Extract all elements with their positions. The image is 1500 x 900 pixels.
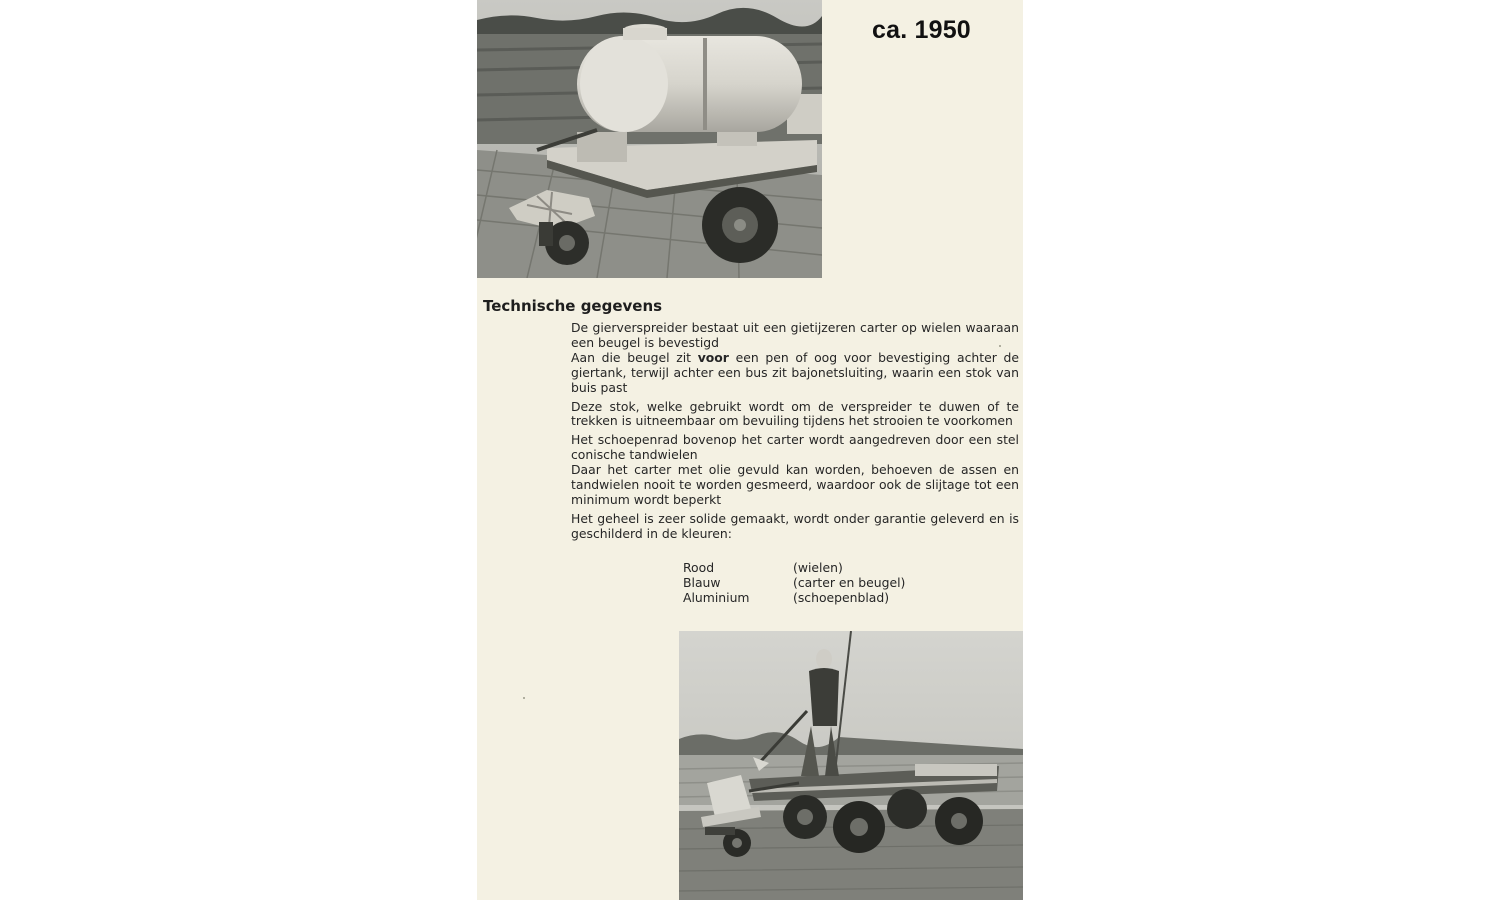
brochure-page	[477, 0, 1023, 900]
color-list	[683, 560, 905, 605]
color-part: (schoepenblad)	[793, 590, 890, 605]
section-heading: Technische gegevens	[483, 297, 663, 315]
photo-tank-trailer-with-spreader	[477, 0, 822, 278]
paragraph-text: een pen of oog voor bevestiging achter de giertank, terwijl achter een bus zit bajonetsluiting, waarin een stok van buis past	[571, 349, 1019, 395]
paragraph: Deze stok, welke gebruikt wordt om de verspreider te duwen of te trekken is uitneembaar om bevuiling tijdens het strooien te voorkomen	[571, 398, 1019, 429]
paragraph-text: Aan die beugel zit	[571, 349, 698, 365]
paper-speck	[523, 697, 525, 699]
paper-speck	[999, 345, 1001, 347]
color-name: Aluminium	[683, 590, 750, 605]
color-row	[683, 575, 905, 590]
year-badge: ca. 1950	[872, 16, 971, 44]
paragraph: Het geheel is zeer solide gemaakt, wordt onder garantie geleverd en is geschilderd in de kleuren:	[571, 510, 1019, 541]
emphasis-voor: voor	[697, 349, 729, 365]
color-name: Blauw	[683, 575, 721, 590]
paragraph: Het schoepenrad bovenop het carter wordt aangedreven door een stel conische tandwielen	[571, 432, 1019, 463]
color-part: (carter en beugel)	[793, 575, 906, 590]
color-name: Rood	[683, 560, 715, 575]
paragraph	[571, 351, 1019, 396]
photo-man-on-wagon-with-spreader	[679, 631, 1023, 900]
paragraph: De gierverspreider bestaat uit een gietijzeren carter op wielen waaraan een beugel is bevestigd	[571, 320, 1019, 350]
paragraph: Daar het carter met olie gevuld kan worden, behoeven de assen en tandwielen nooit te worden gesmeerd, waardoor ook de slijtage tot een minimum wordt beperkt	[571, 462, 1019, 507]
color-row	[683, 560, 905, 575]
technical-description	[571, 321, 1019, 546]
color-row	[683, 590, 905, 605]
color-part: (wielen)	[793, 560, 843, 575]
